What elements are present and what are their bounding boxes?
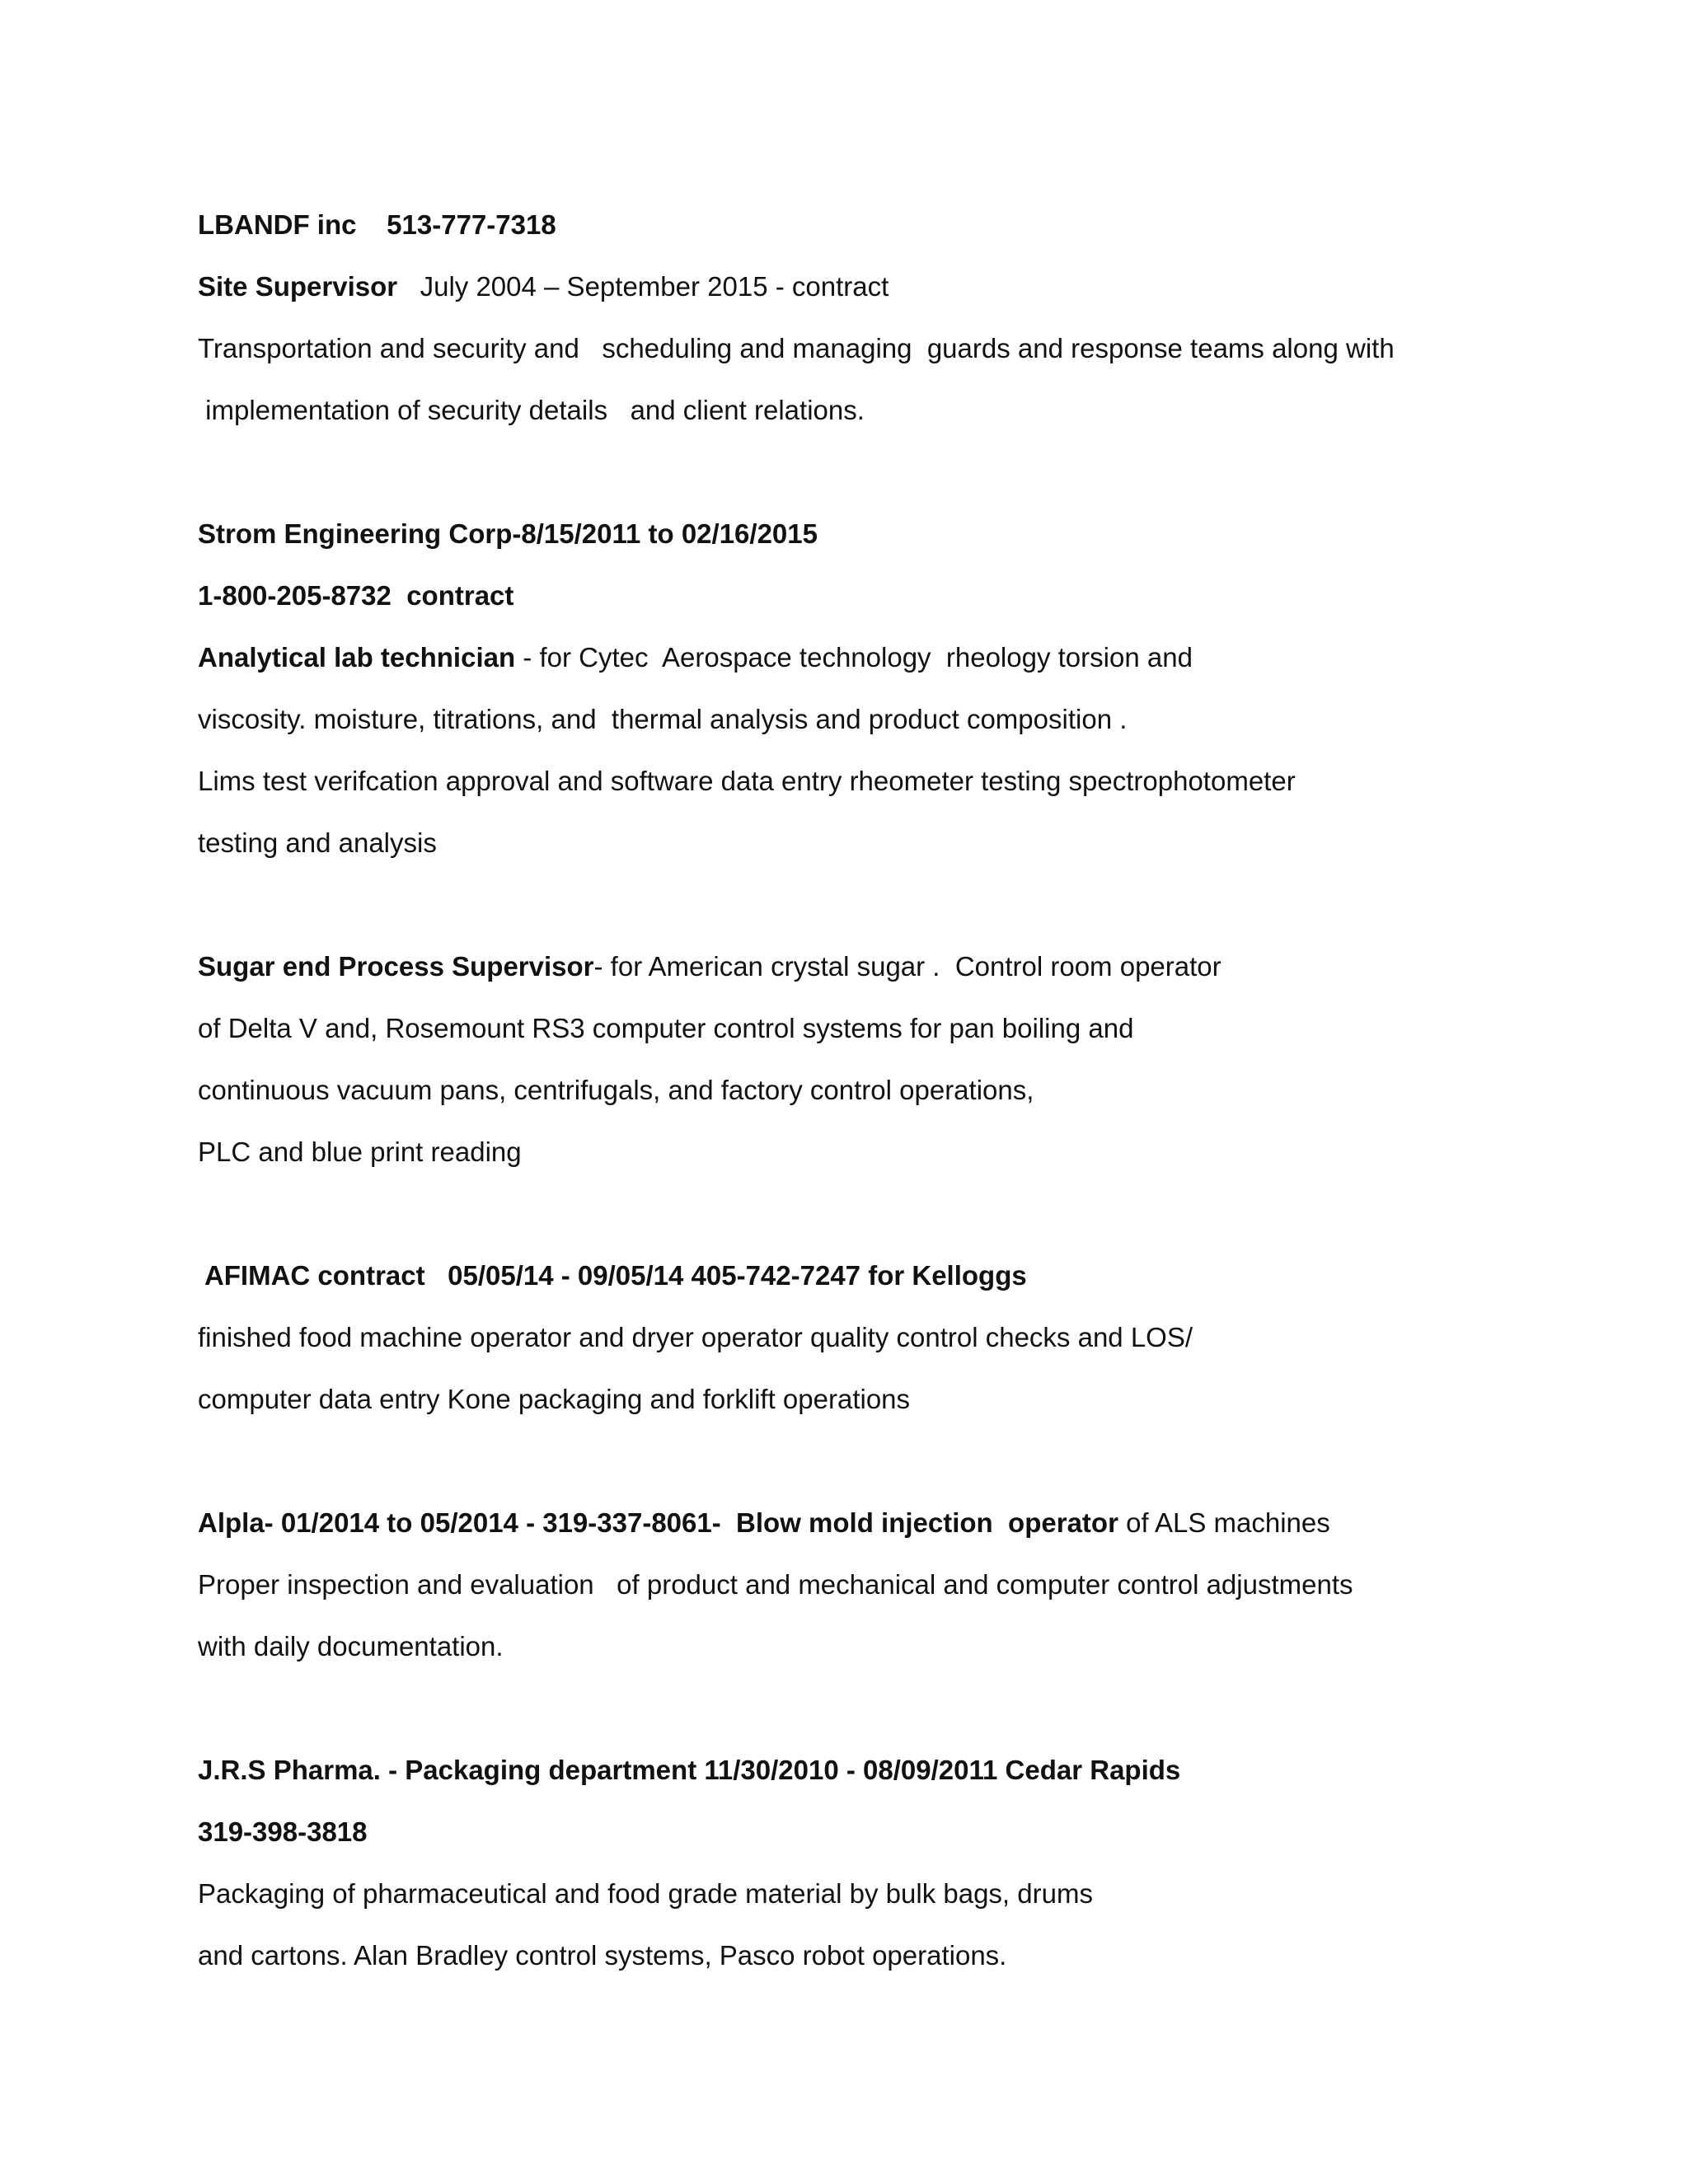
body-text: computer data entry Kone packaging and forklift operations — [198, 1384, 911, 1414]
body-text: testing and analysis — [198, 827, 437, 858]
body-text: of Delta V and, Rosemount RS3 computer control systems for pan boiling and — [198, 1013, 1134, 1043]
bold-text: Alpla- 01/2014 to 05/2014 - 319-337-8061- Blow mold injection operator — [198, 1507, 1118, 1538]
body-text: Transportation and security and scheduling and managing guards and response teams along with — [198, 333, 1395, 363]
job-detail-line — [198, 1121, 1484, 1183]
bold-text: AFIMAC contract 05/05/14 - 09/05/14 405-742-7247 for Kelloggs — [198, 1260, 1027, 1291]
job-detail-line — [198, 1615, 1484, 1677]
job-detail-line — [198, 565, 1484, 626]
body-text: - for Cytec Aerospace technology rheology torsion and — [515, 642, 1193, 673]
bold-text: Site Supervisor — [198, 271, 398, 302]
bold-text: 1-800-205-8732 contract — [198, 580, 514, 611]
work-history — [198, 194, 1484, 1986]
job-entry-strom-engineering — [198, 503, 1484, 874]
section-spacer — [198, 441, 1484, 503]
body-text: viscosity. moisture, titrations, and thermal analysis and product composition . — [198, 704, 1128, 734]
body-text: Lims test verifcation approval and software data entry rheometer testing spectrophotometer — [198, 766, 1296, 796]
bold-text: 319-398-3818 — [198, 1816, 368, 1847]
job-heading-line — [198, 1739, 1484, 1801]
job-heading-line — [198, 503, 1484, 565]
job-detail-line — [198, 1368, 1484, 1430]
body-text: - for American crystal sugar . Control room operator — [593, 951, 1221, 982]
job-detail-line — [198, 1306, 1484, 1368]
job-heading-line — [198, 935, 1484, 997]
body-text: July 2004 – September 2015 - contract — [397, 271, 889, 302]
job-detail-line — [198, 255, 1484, 317]
job-detail-line — [198, 997, 1484, 1059]
job-detail-line — [198, 379, 1484, 441]
job-entry-jrs-pharma — [198, 1739, 1484, 1986]
body-text: finished food machine operator and dryer operator quality control checks and LOS/ — [198, 1322, 1193, 1352]
job-entry-alpla — [198, 1492, 1484, 1677]
job-detail-line — [198, 812, 1484, 874]
bold-text: LBANDF inc 513-777-7318 — [198, 209, 556, 240]
section-spacer — [198, 1677, 1484, 1739]
bold-text: Strom Engineering Corp-8/15/2011 to 02/16/2015 — [198, 518, 818, 549]
body-text: Proper inspection and evaluation of product and mechanical and computer control adjustments — [198, 1569, 1353, 1600]
job-detail-line — [198, 1059, 1484, 1121]
job-detail-line — [198, 688, 1484, 750]
section-spacer — [198, 1183, 1484, 1244]
job-detail-line — [198, 626, 1484, 688]
bold-text: Sugar end Process Supervisor — [198, 951, 594, 982]
body-text: continuous vacuum pans, centrifugals, and factory control operations, — [198, 1075, 1034, 1105]
job-detail-line — [198, 1801, 1484, 1863]
bold-text: Analytical lab technician — [198, 642, 516, 673]
job-detail-line — [198, 1924, 1484, 1986]
job-detail-line — [198, 317, 1484, 379]
job-detail-line — [198, 1554, 1484, 1615]
bold-text: J.R.S Pharma. - Packaging department 11/30/2010 - 08/09/2011 Cedar Rapids — [198, 1755, 1181, 1785]
job-entry-lbandf — [198, 194, 1484, 441]
job-heading-line — [198, 1244, 1484, 1306]
body-text: of ALS machines — [1118, 1507, 1330, 1538]
section-spacer — [198, 874, 1484, 935]
job-detail-line — [198, 1863, 1484, 1924]
body-text: Packaging of pharmaceutical and food grade material by bulk bags, drums — [198, 1878, 1093, 1909]
body-text: implementation of security details and client relations. — [198, 395, 865, 425]
body-text: PLC and blue print reading — [198, 1137, 522, 1167]
body-text: with daily documentation. — [198, 1631, 504, 1661]
job-detail-line — [198, 750, 1484, 812]
body-text: and cartons. Alan Bradley control systems, Pasco robot operations. — [198, 1940, 1007, 1971]
job-heading-line — [198, 1492, 1484, 1554]
job-heading-line — [198, 194, 1484, 255]
section-spacer — [198, 1430, 1484, 1492]
job-entry-afimac — [198, 1244, 1484, 1430]
job-entry-american-crystal-sugar — [198, 935, 1484, 1183]
